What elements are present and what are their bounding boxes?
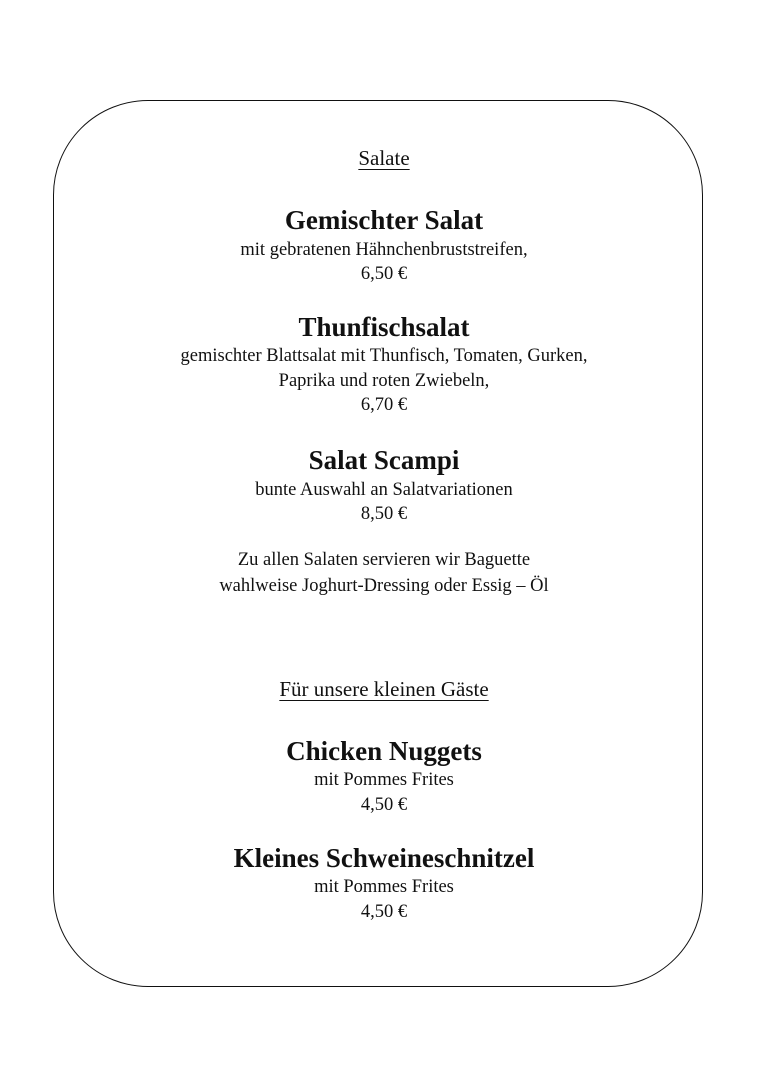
dish-name: Kleines Schweineschnitzel xyxy=(233,843,535,873)
dish-name: Thunfischsalat xyxy=(298,312,470,342)
dish-description: bunte Auswahl an Salatvariationen xyxy=(255,480,513,500)
section-title-kids: Für unsere kleinen Gäste xyxy=(279,677,489,701)
dish-description: mit Pommes Frites xyxy=(314,877,454,897)
dish-description: Paprika und roten Zwiebeln, xyxy=(278,371,490,391)
dish-name: Chicken Nuggets xyxy=(286,736,482,766)
dish-price: 8,50 € xyxy=(360,504,408,524)
dish-price: 6,70 € xyxy=(360,395,408,415)
serving-note: Zu allen Salaten servieren wir Baguette xyxy=(237,550,531,570)
dish-price: 4,50 € xyxy=(360,902,408,922)
dish-name: Salat Scampi xyxy=(308,445,460,475)
dish-description: gemischter Blattsalat mit Thunfisch, Tomaten, Gurken, xyxy=(180,346,588,366)
dish-price: 6,50 € xyxy=(360,264,408,284)
dish-description: mit gebratenen Hähnchenbruststreifen, xyxy=(240,240,528,260)
dish-description: mit Pommes Frites xyxy=(314,770,454,790)
dish-name: Gemischter Salat xyxy=(284,205,484,235)
section-title-salate: Salate xyxy=(358,146,410,170)
serving-note: wahlweise Joghurt-Dressing oder Essig – Öl xyxy=(219,576,549,596)
dish-price: 4,50 € xyxy=(360,795,408,815)
